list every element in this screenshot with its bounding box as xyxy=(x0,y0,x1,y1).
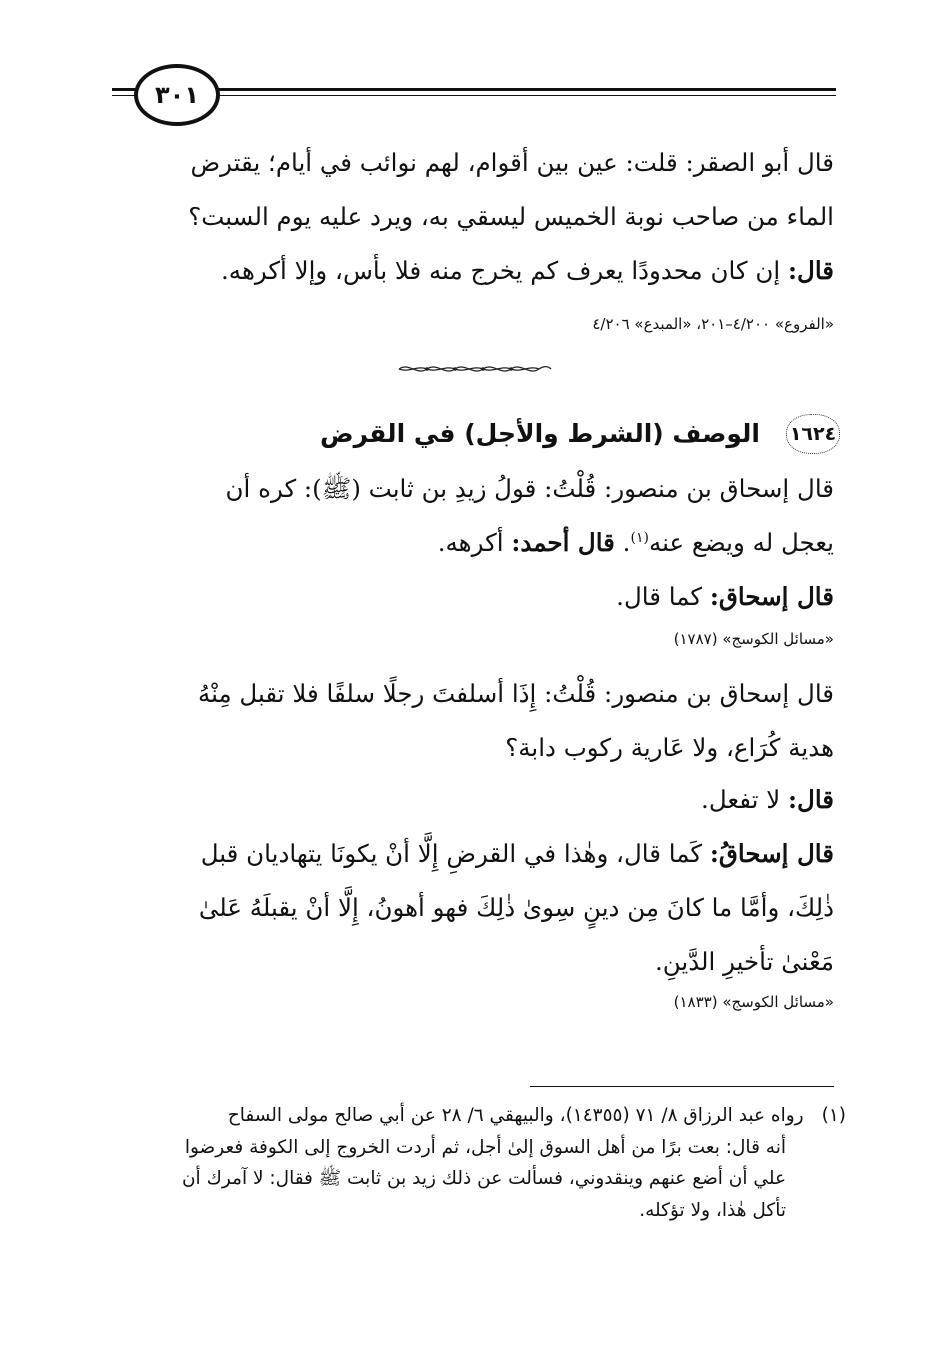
speaker-label: قال إسحاق: xyxy=(709,582,834,611)
answer-text: كما قال. xyxy=(616,582,710,611)
answer-text: لا تفعل. xyxy=(701,785,788,814)
source-reference: «مسائل الكوسج» (١٨٣٣) xyxy=(673,993,834,1011)
text-line: قال أبو الصقر: قلت: عين بين أقوام، لهم نوائب في أيام؛ يقترض xyxy=(190,148,834,177)
text-line xyxy=(106,827,834,881)
footnote-line: أنه قال: بعت برًا من أهل السوق إلىٰ أجل، ثم أردت الخروج إلى الكوفة فعرضوا xyxy=(184,1136,786,1158)
footnote-line: علي أن أضع عنهم وينقدوني، فسألت عن ذلك زيد بن ثابت ﷺ فقال: لا آمرك أن xyxy=(181,1168,786,1189)
source-reference: «مسائل الكوسج» (١٧٨٧) xyxy=(673,630,834,648)
paragraph-question-2 xyxy=(106,462,834,570)
section-title: الوصف (الشرط والأجل) في القرض xyxy=(320,419,760,448)
text-span: كَما قال، وهٰذا في القرضِ إِلَّا أنْ يكونَا يتهاديان قبل xyxy=(200,839,710,868)
text-span: يعجل له ويضع عنه xyxy=(648,528,834,557)
text-span: . xyxy=(614,528,631,557)
footnote xyxy=(106,1100,846,1226)
text-line: هدية كُرَاع، ولا عَارية ركوب دابة؟ xyxy=(505,733,834,762)
text-line: مَعْنىٰ تأخيرِ الدَّينِ. xyxy=(654,947,834,976)
footnote-line: تأكل هٰذا، ولا تؤكله. xyxy=(639,1199,786,1221)
footnote-line xyxy=(106,1100,846,1132)
answer-3 xyxy=(106,773,834,827)
answer-2 xyxy=(106,570,834,624)
speaker-label: قال: xyxy=(787,256,834,285)
entry-number-badge: ١٦٢٤ xyxy=(786,414,840,454)
section-heading xyxy=(106,412,846,458)
answer-text: إن كان محدودًا يعرف كم يخرج منه فلا بأس، وإلا أكرهه. xyxy=(221,256,788,285)
text-span: رواه عبد الرزاق ٨/ ٧١ (١٤٣٥٥)، والبيهقي ٦/ ٢٨ عن أبي صالح مولى السفاح xyxy=(227,1105,804,1126)
answer-1 xyxy=(106,244,834,298)
speaker-label: قال: xyxy=(787,785,834,814)
text-line: ذٰلِكَ، وأمَّا ما كانَ مِن دينٍ سِوىٰ ذٰلِكَ فهو أهونُ، إِلَّا أنْ يقبلَهُ عَلىٰ xyxy=(198,893,834,922)
speaker-label: قال أحمد: xyxy=(511,528,615,557)
footnote-number: (١) xyxy=(821,1105,846,1126)
header-rule-bottom xyxy=(112,95,836,96)
text-line xyxy=(106,516,834,570)
source-reference: «الفروع» ٤/٢٠٠–٢٠١، «المبدع» ٤/٢٠٦ xyxy=(592,315,834,333)
ornament-divider xyxy=(395,361,555,377)
footnote-marker: (١) xyxy=(630,529,649,546)
answer-text: أكرهه. xyxy=(437,528,512,557)
text-line: الماء من صاحب نوبة الخميس ليسقي به، ويرد عليه يوم السبت؟ xyxy=(188,202,834,231)
speaker-label: قال إسحاقُ: xyxy=(709,839,834,868)
paragraph-question-1 xyxy=(106,136,834,244)
ishaq-comment xyxy=(106,827,834,989)
text-line: قال إسحاق بن منصور: قُلْتُ: قولُ زيدِ بن ثابت (ﷺ): كره أن xyxy=(225,474,834,503)
header-rule-top xyxy=(112,88,836,91)
paragraph-question-3 xyxy=(106,667,834,775)
footnote-separator xyxy=(530,1086,834,1087)
text-line: قال إسحاق بن منصور: قُلْتُ: إِذَا أسلفتَ رجلًا سلفًا فلا تقبل مِنْهُ xyxy=(197,679,834,708)
page-number: ٣٠١ xyxy=(134,64,220,126)
